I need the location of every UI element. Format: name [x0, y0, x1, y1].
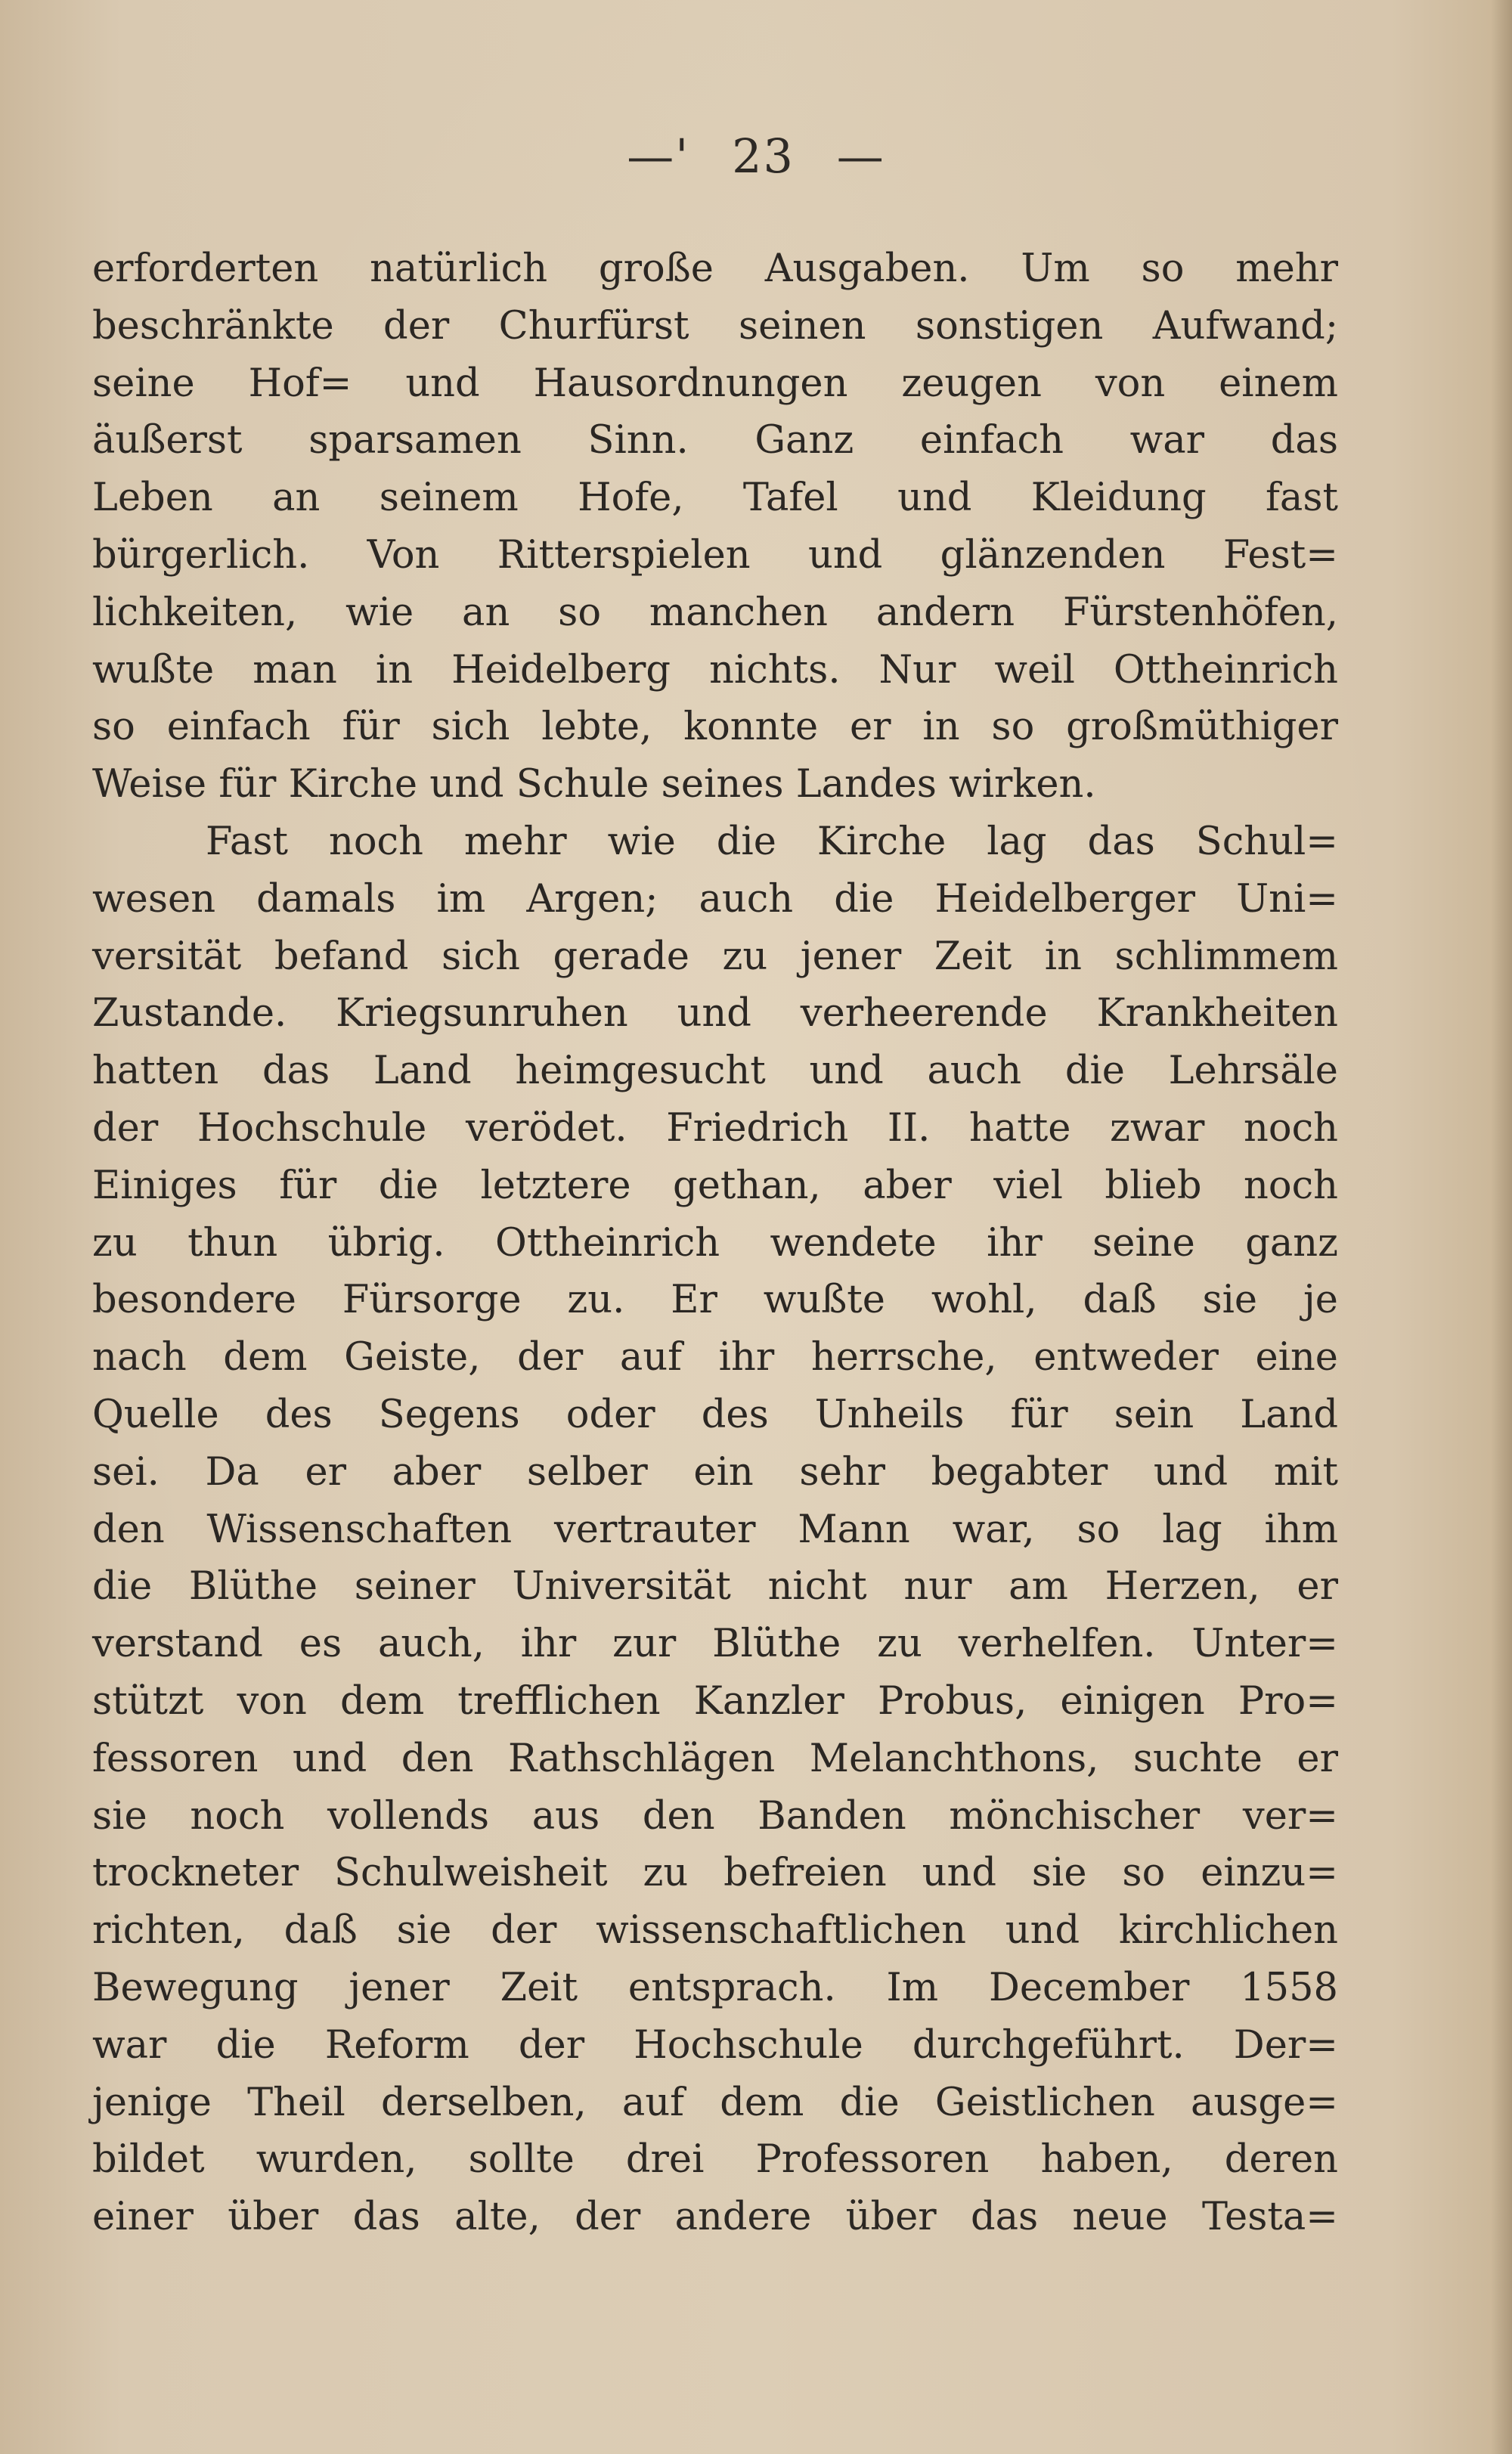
text-line: der Hochschule verödet. Friedrich II. hatte zwar noch [92, 1105, 1338, 1151]
text-line: äußerst sparsamen Sinn. Ganz einfach war das [92, 418, 1338, 463]
text-line: einer über das alte, der andere über das neue Testa= [92, 2195, 1338, 2240]
text-line: versität befand sich gerade zu jener Zeit in schlimmem [92, 934, 1338, 979]
text-line: fessoren und den Rathschlägen Melanchthons, suchte er [92, 1736, 1338, 1781]
text-line: stützt von dem trefflichen Kanzler Probus, einigen Pro= [92, 1678, 1338, 1724]
page-header [0, 129, 1512, 184]
text-line: nach dem Geiste, der auf ihr herrsche, entweder eine [92, 1335, 1338, 1380]
text-line: wesen damals im Argen; auch die Heidelberger Uni= [92, 876, 1338, 922]
text-line: Quelle des Segens oder des Unheils für sein Land [92, 1392, 1338, 1437]
header-dash-left: —' [627, 129, 690, 184]
text-line: Bewegung jener Zeit entsprach. Im December 1558 [92, 1965, 1338, 2010]
header-dash-right: — [836, 129, 885, 184]
text-line: seine Hof= und Hausordnungen zeugen von einem [92, 361, 1338, 406]
text-line: Einiges für die letztere gethan, aber viel blieb noch [92, 1163, 1338, 1208]
text-line: Fast noch mehr wie die Kirche lag das Schul= [206, 819, 1338, 864]
text-line: besondere Fürsorge zu. Er wußte wohl, daß sie je [92, 1278, 1338, 1323]
body-text [92, 240, 1338, 2246]
text-line: wußte man in Heidelberg nichts. Nur weil Ottheinrich [92, 647, 1338, 693]
text-line: Leben an seinem Hofe, Tafel und Kleidung fast [92, 476, 1338, 521]
text-line: den Wissenschaften vertrauter Mann war, so lag ihm [92, 1507, 1338, 1552]
text-line: erforderten natürlich große Ausgaben. Um so mehr [92, 246, 1338, 291]
text-line: richten, daß sie der wissenschaftlichen und kirchlichen [92, 1908, 1338, 1954]
text-line: so einfach für sich lebte, konnte er in so großmüthiger [92, 705, 1338, 750]
text-line: Weise für Kirche und Schule seines Landes wirken. [92, 762, 1096, 807]
text-line: bildet wurden, sollte drei Professoren haben, deren [92, 2137, 1338, 2183]
text-line: sie noch vollends aus den Banden mönchischer ver= [92, 1793, 1338, 1839]
text-line: hatten das Land heimgesucht und auch die Lehrsäle [92, 1049, 1338, 1094]
text-line: die Blüthe seiner Universität nicht nur am Herzen, er [92, 1564, 1338, 1610]
text-line: zu thun übrig. Ottheinrich wendete ihr seine ganz [92, 1220, 1338, 1266]
text-line: bürgerlich. Von Ritterspielen und glänzenden Fest= [92, 532, 1338, 578]
text-line: jenige Theil derselben, auf dem die Geistlichen ausge= [92, 2080, 1338, 2125]
page-number: 23 [732, 129, 795, 184]
text-line: beschränkte der Churfürst seinen sonstigen Aufwand; [92, 303, 1338, 349]
text-line: Zustande. Kriegsunruhen und verheerende Krankheiten [92, 991, 1338, 1036]
text-line: war die Reform der Hochschule durchgeführt. Der= [92, 2022, 1338, 2068]
text-line: lichkeiten, wie an so manchen andern Fürstenhöfen, [92, 590, 1338, 635]
text-line: sei. Da er aber selber ein sehr begabter und mit [92, 1449, 1338, 1495]
text-line: verstand es auch, ihr zur Blüthe zu verhelfen. Unter= [92, 1622, 1338, 1667]
text-line: trockneter Schulweisheit zu befreien und sie so einzu= [92, 1851, 1338, 1896]
